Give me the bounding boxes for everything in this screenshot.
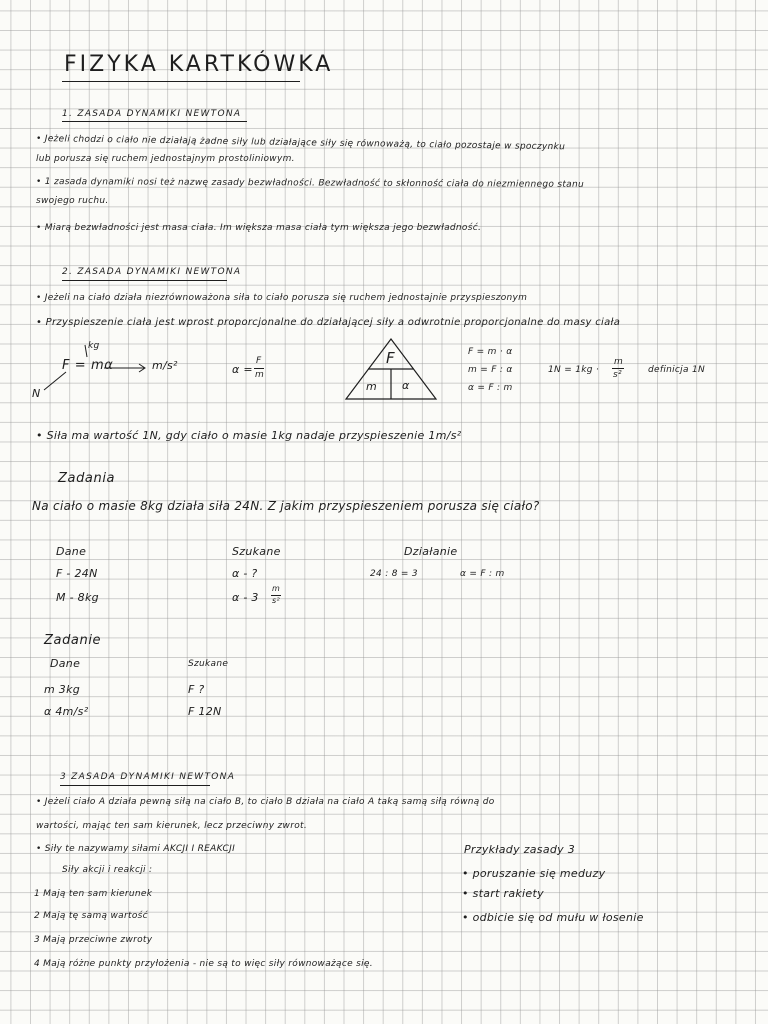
section-1-bullet-2-cont: swojego ruchu. — [36, 196, 109, 206]
section-3-sub-heading: Siły akcji i reakcji : — [62, 865, 153, 875]
section-2-bullet-1: • Jeżeli na ciało działa niezrównoważona siła to ciało porusza się ruchem jednostajnie przyspieszonym — [36, 293, 528, 303]
example-2: • start rakiety — [462, 887, 544, 900]
section-2-heading-underline — [62, 280, 227, 281]
section-3-bullet-1-cont: wartości, mając ten sam kierunek, lecz przeciwny zwrot. — [36, 821, 307, 831]
task-1-szukane-label: Szukane — [232, 545, 281, 558]
task-2-szukane-2: F 12N — [188, 705, 222, 718]
formula-triangle — [345, 338, 437, 400]
task-2-szukane-label: Szukane — [188, 659, 229, 669]
example-1: • poruszanie się meduzy — [462, 867, 606, 880]
property-1: 1 Mają ten sam kierunek — [34, 889, 153, 899]
definition-numerator: m — [614, 357, 624, 367]
definition-denominator: s² — [613, 370, 622, 380]
section-3-heading-underline — [60, 785, 210, 786]
triangle-right-a: α — [402, 379, 410, 392]
title-underline — [62, 81, 300, 82]
task-1-calc-formula: α = F : m — [460, 569, 505, 579]
task-2-dane-1: m 3kg — [44, 683, 81, 696]
task-1-dane-label: Dane — [56, 545, 87, 558]
fraction-lhs: α = — [232, 363, 253, 376]
fraction-denominator: m — [255, 370, 265, 380]
definition-fraction-bar — [612, 368, 624, 369]
n-label: N — [32, 387, 41, 400]
task-2-dane-label: Dane — [50, 657, 81, 670]
task-1-szukane-1: α - ? — [232, 567, 258, 580]
task-1-dane-2: M - 8kg — [56, 591, 99, 604]
section-3-bullet-1: • Jeżeli ciało A działa pewną siłą na ciało B, to ciało B działa na ciało A taką samą siłą równą do — [36, 797, 495, 807]
task-1-dzialanie-label: Działanie — [404, 545, 458, 558]
section-1-bullet-2: • 1 zasada dynamiki nosi też nazwę zasady bezwładności. Bezwładność to skłonność ciała do niezmiennego stanu — [35, 177, 585, 190]
equation-m: m = F : α — [468, 365, 513, 375]
section-1-heading: 1. ZASADA DYNAMIKI NEWTONA — [62, 109, 242, 119]
task-2-dane-2: α 4m/s² — [44, 705, 89, 718]
section-3-bullet-2: • Siły te nazywamy siłami AKCJI I REAKCJI — [36, 844, 236, 854]
task-1-szukane-2: α - 3 — [232, 591, 259, 604]
task-1-question: Na ciało o masie 8kg działa siła 24N. Z jakim przyspieszeniem porusza się ciało? — [32, 499, 540, 513]
fraction-bar — [254, 368, 264, 369]
section-1-heading-underline — [62, 121, 247, 122]
section-2-bullet-2: • Przyspieszenie ciała jest wprost proporcjonalne do działającej siły a odwrotnie proporcjonalne do masy ciała — [36, 317, 621, 328]
fraction-numerator: F — [256, 356, 262, 366]
right-arrow-icon — [104, 363, 148, 373]
task-2-heading: Zadanie — [44, 633, 102, 648]
kg-label: kg — [88, 341, 100, 351]
kg-pointer-line — [82, 343, 92, 359]
property-2: 2 Mają tę samą wartość — [34, 911, 148, 921]
n-pointer-line — [40, 370, 70, 394]
task-1-calc: 24 : 8 = 3 — [370, 569, 418, 579]
property-3: 3 Mają przeciwne zwroty — [34, 935, 153, 945]
definition-lhs: 1N = 1kg · — [548, 365, 600, 375]
triangle-top-f: F — [386, 349, 396, 367]
property-4: 4 Mają różne punkty przyłożenia - nie są to więc siły równoważące się. — [34, 959, 373, 969]
page-title: FIZYKA KARTKÓWKA — [64, 52, 334, 77]
section-1-bullet-3: • Miarą bezwładności jest masa ciała. Im większa masa ciała tym większa jego bezwładność. — [36, 223, 482, 233]
task-1-heading: Zadania — [58, 471, 116, 486]
section-2-heading: 2. ZASADA DYNAMIKI NEWTONA — [62, 267, 242, 277]
section-1-bullet-1-cont: lub porusza się ruchem jednostajnym prostoliniowym. — [36, 154, 295, 164]
definition-label: definicja 1N — [648, 365, 706, 375]
formula-f-ma: F = mα — [62, 358, 114, 373]
triangle-left-m: m — [366, 380, 378, 393]
task-1-szukane-2-den: s² — [272, 596, 280, 605]
section-2-bullet-final: • Siła ma wartość 1N, gdy ciało o masie 1kg nadaje przyspieszenie 1m/s² — [36, 429, 462, 442]
task-1-szukane-2-num: m — [272, 584, 281, 593]
example-3: • odbicie się od mułu w łosenie — [462, 911, 644, 924]
task-2-szukane-1: F ? — [188, 683, 205, 696]
equation-f: F = m · α — [468, 347, 513, 357]
section-1-bullet-1: • Jeżeli chodzi o ciało nie działają żadne siły lub działające siły się równoważą, to ciało pozostaje w spoczynku — [35, 134, 566, 153]
task-1-dane-1: F - 24N — [56, 567, 98, 580]
equation-a: α = F : m — [468, 383, 513, 393]
unit-label: m/s² — [152, 359, 178, 372]
section-3-heading: 3 ZASADA DYNAMIKI NEWTONA — [60, 772, 236, 782]
examples-heading: Przykłady zasady 3 — [464, 843, 576, 856]
